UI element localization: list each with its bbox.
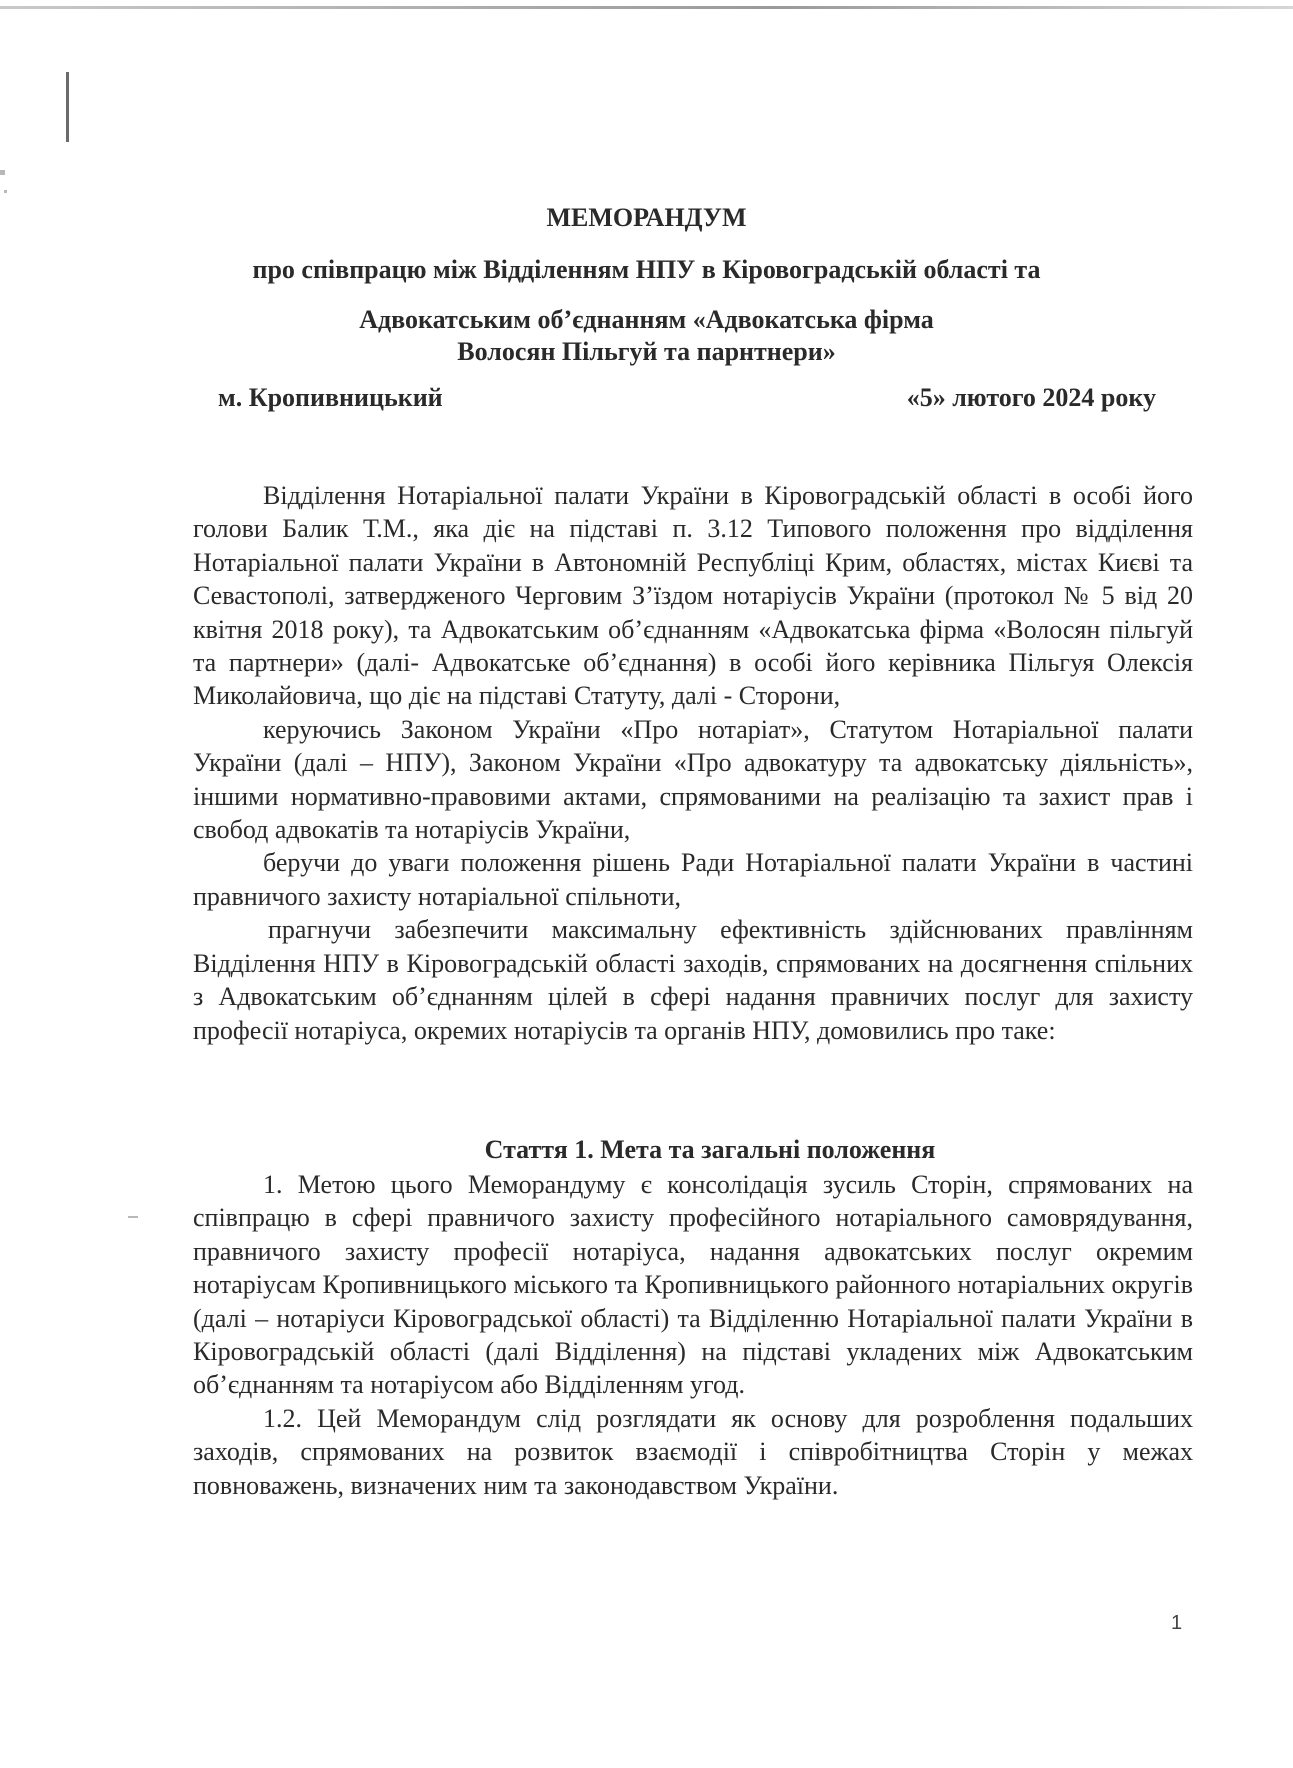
document-subtitle-line-2: Адвокатським об’єднанням «Адвокатська фірма (359, 305, 934, 334)
preamble (193, 479, 1193, 1047)
preamble-paragraph: Відділення Нотаріальної палати України в Кіровоградській області в особі його голови Балик Т.М., яка діє на підставі п. 3.12 Типового положення про відділення Нотаріальної палати України в Автономній Республіці Крим, областях, містах Києві та Севастополі, затвердженого Черговим З’їздом нотаріусів України (протокол № 5 від 20 квітня 2018 року), та Адвокатським об’єднанням «Адвокатська фірма «Волосян пільгуй та партнери» (далі- Адвокатське об’єднання) в особі його керівника Пільгуя Олексія Миколайовича, що діє на підставі Статуту, далі - Сторони, (193, 481, 1193, 711)
preamble-paragraph: керуючись Законом України «Про нотаріат», Статутом Нотаріальної палати України (далі – НПУ), Законом України «Про адвокатуру та адвокатську діяльність», іншими нормативно-правовими актами, спрямованими на реалізацію та захист прав і свобод адвокатів та нотаріусів України, (193, 714, 1193, 845)
scan-top-edge (0, 6, 1293, 9)
document-title: МЕМОРАНДУМ (546, 203, 747, 232)
scan-speck (0, 170, 5, 175)
preamble-paragraph: беручи до уваги положення рішень Ради Нотаріальної палати України в частині правничого захисту нотаріальної спільноти, (193, 848, 1193, 911)
scan-speck (128, 1216, 138, 1218)
document-subtitle-line-3: Волосян Пільгуй та парнтнери» (457, 337, 836, 366)
preamble-paragraph: прагнучи забезпечити максимальну ефективність здійснюваних правлінням Відділення НПУ в Кіровоградській області заходів, спрямованих на досягнення спільних з Адвокатським об’єднанням цілей в сфері надання правничих послуг для захисту професії нотаріуса, окремих нотаріусів та органів НПУ, домовились про таке: (193, 915, 1193, 1045)
scan-speck (4, 190, 7, 193)
page-number: 1 (1171, 1612, 1183, 1634)
article-1-body (193, 1168, 1193, 1502)
article-paragraph: 1.2. Цей Меморандум слід розглядати як основу для розроблення подальших заходів, спрямованих на розвиток взаємодії і співробітництва Сторін у межах повноважень, визначених ним та законодавством України. (193, 1403, 1193, 1500)
scan-margin-mark (66, 72, 69, 142)
place-date-line (218, 383, 1156, 413)
article-1-title: Стаття 1. Мета та загальні положення (484, 1135, 936, 1164)
document-date: «5» лютого 2024 року (906, 383, 1156, 412)
document-place: м. Кропивницький (218, 383, 443, 412)
document-subtitle-line-1: про співпрацю між Відділенням НПУ в Кіровоградській області та (252, 255, 1041, 284)
article-paragraph: 1. Метою цього Меморандуму є консолідація зусиль Сторін, спрямованих на співпрацю в сфері правничого захисту професійного нотаріального самоврядування, правничого захисту професії нотаріуса, надання адвокатських послуг окремим нотаріусам Кропивницького міського та Кропивницького районного нотаріальних округів (далі – нотаріуси Кіровоградської області) та Відділенню Нотаріальної палати України в Кіровоградській області (далі Відділення) на підставі укладених між Адвокатським об’єднанням та нотаріусом або Відділенням угод. (193, 1170, 1193, 1400)
